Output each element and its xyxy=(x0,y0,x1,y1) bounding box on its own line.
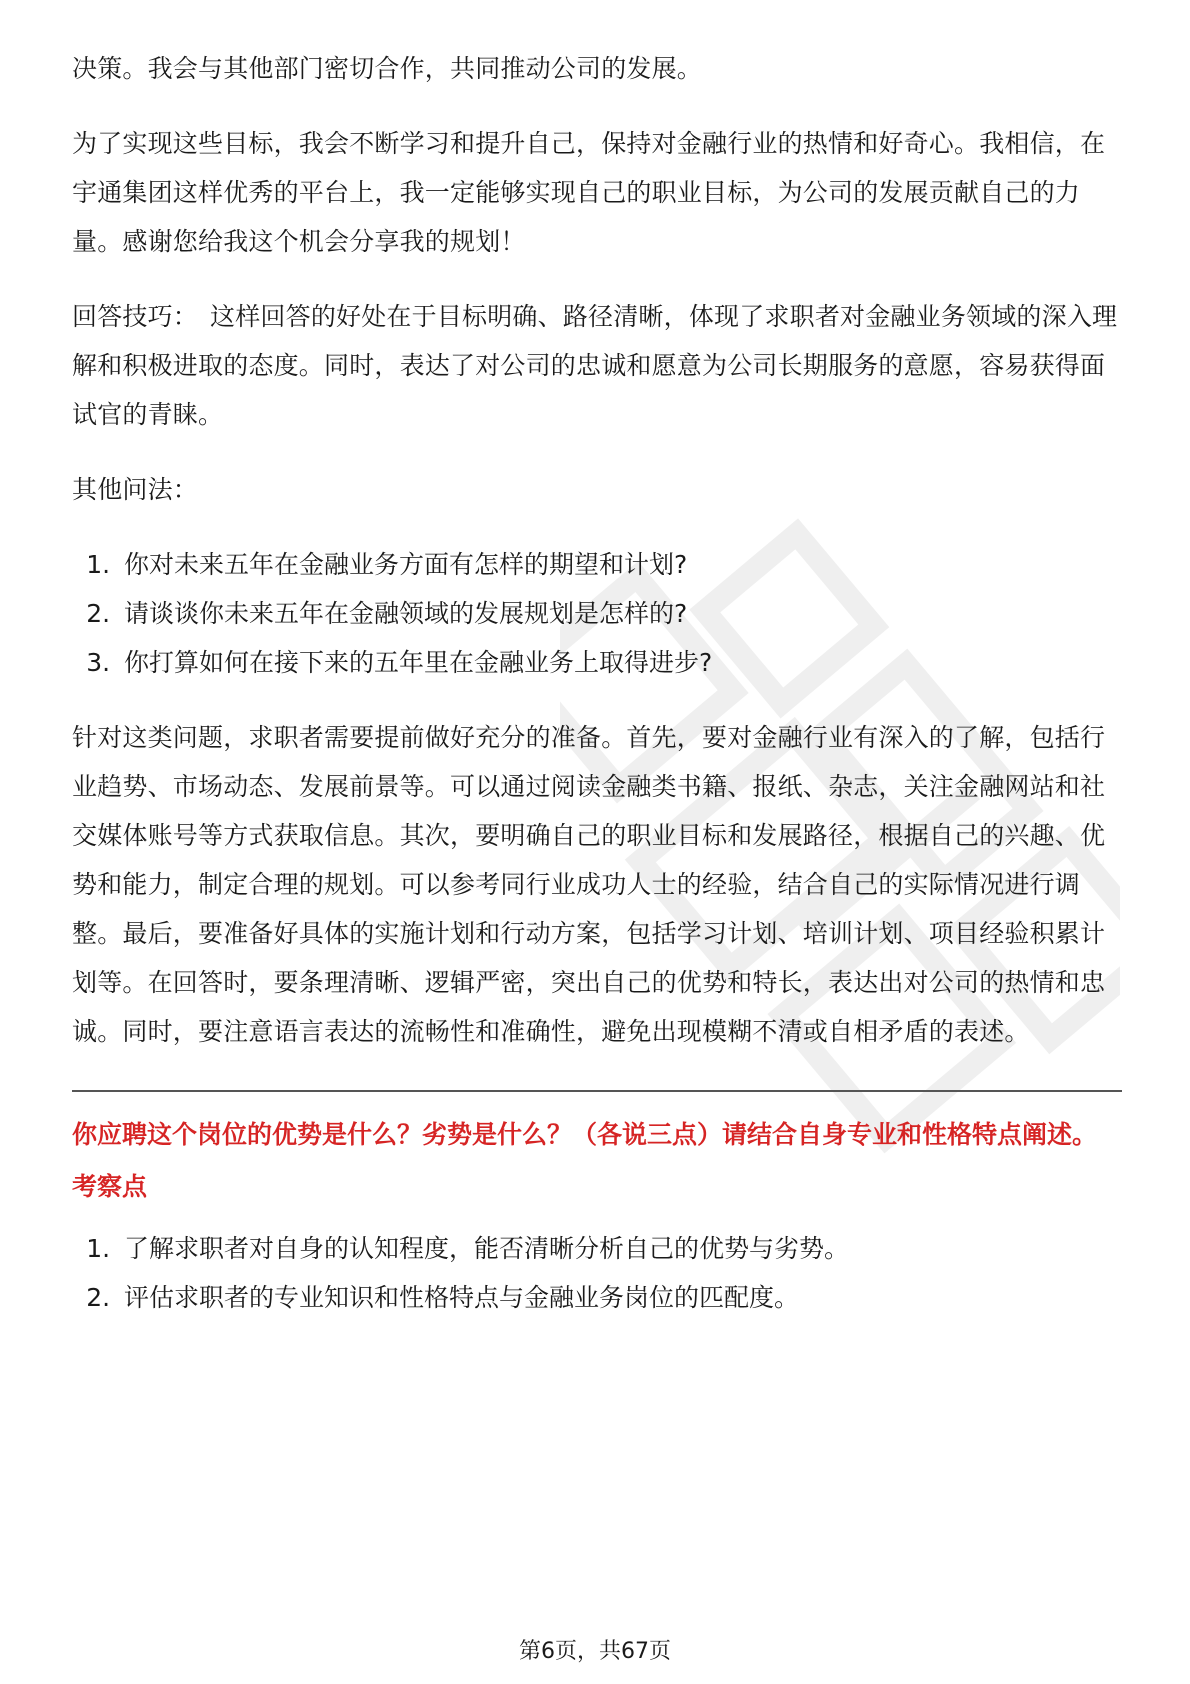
list-item: 3. 你打算如何在接下来的五年里在金融业务上取得进步? xyxy=(118,638,1122,687)
list-item: 2. 请谈谈你未来五年在金融领域的发展规划是怎样的? xyxy=(118,589,1122,638)
list-item: 1. 了解求职者对自身的认知程度，能否清晰分析自己的优势与劣势。 xyxy=(118,1224,1122,1273)
other-questions-label: 其他问法： xyxy=(72,475,199,504)
answer-tips-text: 这样回答的好处在于目标明确、路径清晰，体现了求职者对金融业务领域的深入理解和积极进取的态度。同时，表达了对公司的忠诚和愿意为公司长期服务的意愿，容易获得面试官的青睐。 xyxy=(72,302,1118,429)
paragraph-answer-tips xyxy=(72,292,1122,439)
assessment-points-heading: 考察点 xyxy=(72,1172,148,1201)
section-divider xyxy=(72,1090,1122,1092)
list-item: 2. 评估求职者的专业知识和性格特点与金融业务岗位的匹配度。 xyxy=(118,1273,1122,1322)
paragraph-advice: 针对这类问题，求职者需要提前做好充分的准备。首先，要对金融行业有深入的了解，包括行业趋势、市场动态、发展前景等。可以通过阅读金融类书籍、报纸、杂志，关注金融网站和社交媒体账号等方式获取信息。其次，要明确自己的职业目标和发展路径，根据自己的兴趣、优势和能力，制定合理的规划。可以参考同行业成功人士的经验，结合自己的实际情况进行调整。最后，要准备好具体的实施计划和行动方案，包括学习计划、培训计划、项目经验积累计划等。在回答时，要条理清晰、逻辑严密，突出自己的优势和特长，表达出对公司的热情和忠诚。同时，要注意语言表达的流畅性和准确性，避免出现模糊不清或自相矛盾的表述。 xyxy=(72,723,1106,1046)
assessment-points-list xyxy=(72,1224,1122,1322)
page-number: 第6页，共67页 xyxy=(519,1639,671,1664)
list-item: 1. 你对未来五年在金融业务方面有怎样的期望和计划? xyxy=(118,540,1122,589)
other-questions-list xyxy=(72,540,1122,687)
paragraph-goals: 为了实现这些目标，我会不断学习和提升自己，保持对金融行业的热情和好奇心。我相信，在宇通集团这样优秀的平台上，我一定能够实现自己的职业目标，为公司的发展贡献自己的力量。感谢您给我这个机会分享我的规划！ xyxy=(72,129,1106,256)
main-content xyxy=(72,44,1122,1348)
question-heading: 你应聘这个岗位的优势是什么？劣势是什么？（各说三点）请结合自身专业和性格特点阐述。 xyxy=(72,1120,1098,1149)
paragraph-intro-end: 决策。我会与其他部门密切合作，共同推动公司的发展。 xyxy=(72,54,703,83)
answer-tips-label: 回答技巧： xyxy=(72,302,199,331)
